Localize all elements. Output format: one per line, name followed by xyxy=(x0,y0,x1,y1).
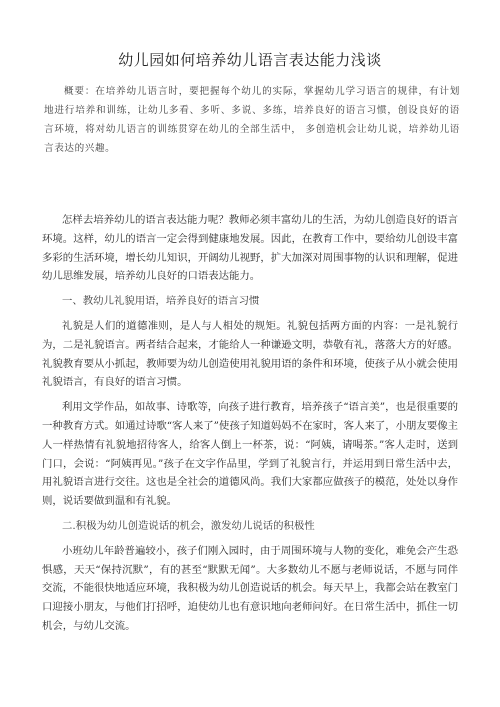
document-body xyxy=(42,211,458,642)
document-title: 幼儿园如何培养幼儿语言表达能力浅谈 xyxy=(118,51,382,69)
section-1-paragraph-2: 利用文学作品，如故事、诗歌等，向孩子进行教育，培养孩子“语言美”，也是很重要的一种教育方式。如通过诗歌“客人来了”使孩子知道妈妈不在家时，客人来了，小朋友要像主人一样热情有礼貌地招待客人，给客人倒上一杯茶，说：“阿姨，请喝茶。”客人走时，送到门口，会说：“阿姨再见。”孩子在文字作品里，学到了礼貌言行，并运用到日常生活中去，用礼貌语言进行交往。这也是全社会的道德风尚。我们大家都应做孩子的模范，处处以身作则，说话要做到温和有礼貌。 xyxy=(42,401,458,508)
section-1-paragraph-1: 礼貌是人们的道德准则，是人与人相处的规矩。礼貌包括两方面的内容：一是礼貌行为，二是礼貌语言。两者结合起来，才能给人一种谦逊文明，恭敬有礼，落落大方的好感。礼貌教育要从小抓起，教师要为幼儿创造使用礼貌用语的条件和环境，使孩子从小就会使用礼貌语言，有良好的语言习惯。 xyxy=(42,319,458,389)
section-2-paragraph-1: 小班幼儿年龄普遍较小，孩子们刚入园时，由于周围环境与人物的变化，难免会产生恐惧感，天天“保持沉默”，有的甚至“默默无闻”。大多数幼儿不愿与老师说话，不愿与同伴交流，不能很快地适应环境，我积极为幼儿创造说话的机会。每天早上，我都会站在教室门口迎接小朋友，与他们打招呼，迫使幼儿也有意识地向老师问好。在日常生活中，抓住一切机会，与幼儿交流。 xyxy=(42,544,458,632)
section-1-heading: 一、教幼儿礼貌用语，培养良好的语言习惯 xyxy=(62,295,260,308)
section-2-heading: 二.积极为幼儿创造说话的机会，激发幼儿说话的积极性 xyxy=(62,519,315,532)
abstract-paragraph: 概要：在培养幼儿语言时，要把握每个幼儿的实际，掌握幼儿学习语言的规律，有计划地进行培养和训练，让幼儿多看、多听、多说、多练，培养良好的语言习惯，创设良好的语言环境，将对幼儿语言的训练贯穿在幼儿的全部生活中， 多创造机会让幼儿说，培养幼儿语言表达的兴趣。 xyxy=(44,86,460,154)
intro-paragraph: 怎样去培养幼儿的语言表达能力呢？教师必须丰富幼儿的生活，为幼儿创造良好的语言环境。这样，幼儿的语言一定会得到健康地发展。因此，在教育工作中，要给幼儿创设丰富多彩的生活环境，增长幼儿知识，开阔幼儿视野，扩大加深对周围事物的认识和理解，促进幼儿思维发展，培养幼儿良好的口语表达能力。 xyxy=(42,214,458,283)
